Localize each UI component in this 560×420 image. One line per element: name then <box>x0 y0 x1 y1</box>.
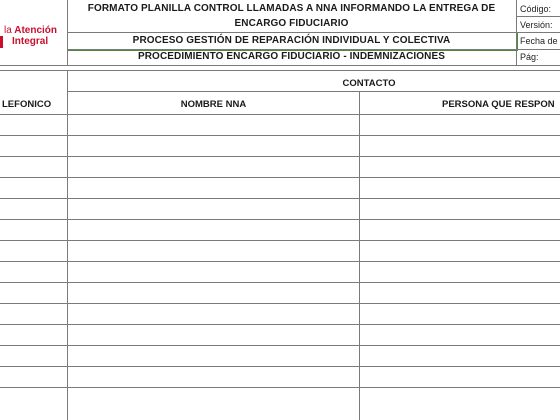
phone-cell[interactable] <box>0 346 67 366</box>
table-row <box>0 136 560 156</box>
phone-cell[interactable] <box>0 325 67 345</box>
phone-cell[interactable] <box>0 199 67 219</box>
responsible-cell[interactable] <box>360 115 560 135</box>
table-row <box>0 262 560 282</box>
nna-name-cell[interactable] <box>68 283 359 303</box>
code-label: Código: <box>520 4 552 14</box>
nna-name-cell[interactable] <box>68 115 359 135</box>
table-row <box>0 325 560 345</box>
table-row <box>0 178 560 198</box>
nna-name-cell[interactable] <box>68 178 359 198</box>
logo-mark <box>0 36 3 48</box>
nna-name-cell[interactable] <box>68 136 359 156</box>
responsible-cell[interactable] <box>360 241 560 261</box>
nna-name-cell[interactable] <box>68 241 359 261</box>
phone-cell[interactable] <box>0 262 67 282</box>
table-row <box>0 241 560 261</box>
responsible-cell[interactable] <box>360 346 560 366</box>
header-rule-meta <box>516 16 560 17</box>
version-label: Versión: <box>520 20 553 30</box>
nna-name-cell[interactable] <box>68 157 359 177</box>
responsible-cell[interactable] <box>360 136 560 156</box>
responsible-cell[interactable] <box>360 304 560 324</box>
phone-cell[interactable] <box>0 304 67 324</box>
table-row <box>0 367 560 387</box>
table-row <box>0 304 560 324</box>
nna-name-cell[interactable] <box>68 262 359 282</box>
date-label: Fecha de <box>520 36 558 46</box>
form-title-line2: ENCARGO FIDUCIARIO <box>234 18 349 29</box>
column-header-phone: LEFONICO <box>2 99 52 110</box>
column-header-responsible: PERSONA QUE RESPON <box>442 99 555 110</box>
logo-word-atencion: Atención <box>14 25 57 36</box>
table-row <box>0 346 560 366</box>
process-title: PROCESO GESTIÓN DE REPARACIÓN INDIVIDUAL Y COLECTIVA <box>132 35 451 46</box>
phone-cell[interactable] <box>0 115 67 135</box>
procedure-title: PROCEDIMIENTO ENCARGO FIDUCIARIO - INDEMNIZACIONES <box>137 51 446 62</box>
column-header-nna-name: NOMBRE NNA <box>180 99 247 110</box>
nna-name-cell[interactable] <box>68 346 359 366</box>
responsible-cell[interactable] <box>360 283 560 303</box>
page-label: Pág: <box>520 52 539 62</box>
group-header-rule <box>68 91 560 92</box>
table-row <box>0 220 560 240</box>
responsible-cell[interactable] <box>360 199 560 219</box>
table-top-rule <box>0 70 560 71</box>
responsible-cell[interactable] <box>360 367 560 387</box>
nna-name-cell[interactable] <box>68 388 359 408</box>
institution-logo <box>0 22 66 52</box>
phone-cell[interactable] <box>0 157 67 177</box>
phone-cell[interactable] <box>0 367 67 387</box>
contact-group-header: CONTACTO <box>342 78 396 89</box>
logo-word-la: la <box>4 25 12 36</box>
phone-cell[interactable] <box>0 283 67 303</box>
table-row <box>0 283 560 303</box>
responsible-cell[interactable] <box>360 157 560 177</box>
header-rule-2 <box>67 49 560 50</box>
nna-name-cell[interactable] <box>68 304 359 324</box>
table-row <box>0 199 560 219</box>
nna-name-cell[interactable] <box>68 367 359 387</box>
form-title-line1: FORMATO PLANILLA CONTROL LLAMADAS A NNA INFORMANDO LA ENTREGA DE <box>87 3 496 14</box>
responsible-cell[interactable] <box>360 178 560 198</box>
responsible-cell[interactable] <box>360 388 560 408</box>
table-row <box>0 388 560 408</box>
responsible-cell[interactable] <box>360 220 560 240</box>
nna-name-cell[interactable] <box>68 325 359 345</box>
header-divider-meta <box>516 0 517 66</box>
logo-word-integral: Integral <box>12 36 49 47</box>
phone-cell[interactable] <box>0 241 67 261</box>
phone-cell[interactable] <box>0 388 67 408</box>
header-block <box>0 0 560 66</box>
nna-name-cell[interactable] <box>68 220 359 240</box>
phone-cell[interactable] <box>0 178 67 198</box>
phone-cell[interactable] <box>0 136 67 156</box>
header-rule-1 <box>67 32 560 33</box>
responsible-cell[interactable] <box>360 325 560 345</box>
responsible-cell[interactable] <box>360 262 560 282</box>
header-divider-logo <box>67 0 68 66</box>
contact-table <box>0 66 560 420</box>
table-row <box>0 115 560 135</box>
phone-cell[interactable] <box>0 220 67 240</box>
table-row <box>0 157 560 177</box>
nna-name-cell[interactable] <box>68 199 359 219</box>
